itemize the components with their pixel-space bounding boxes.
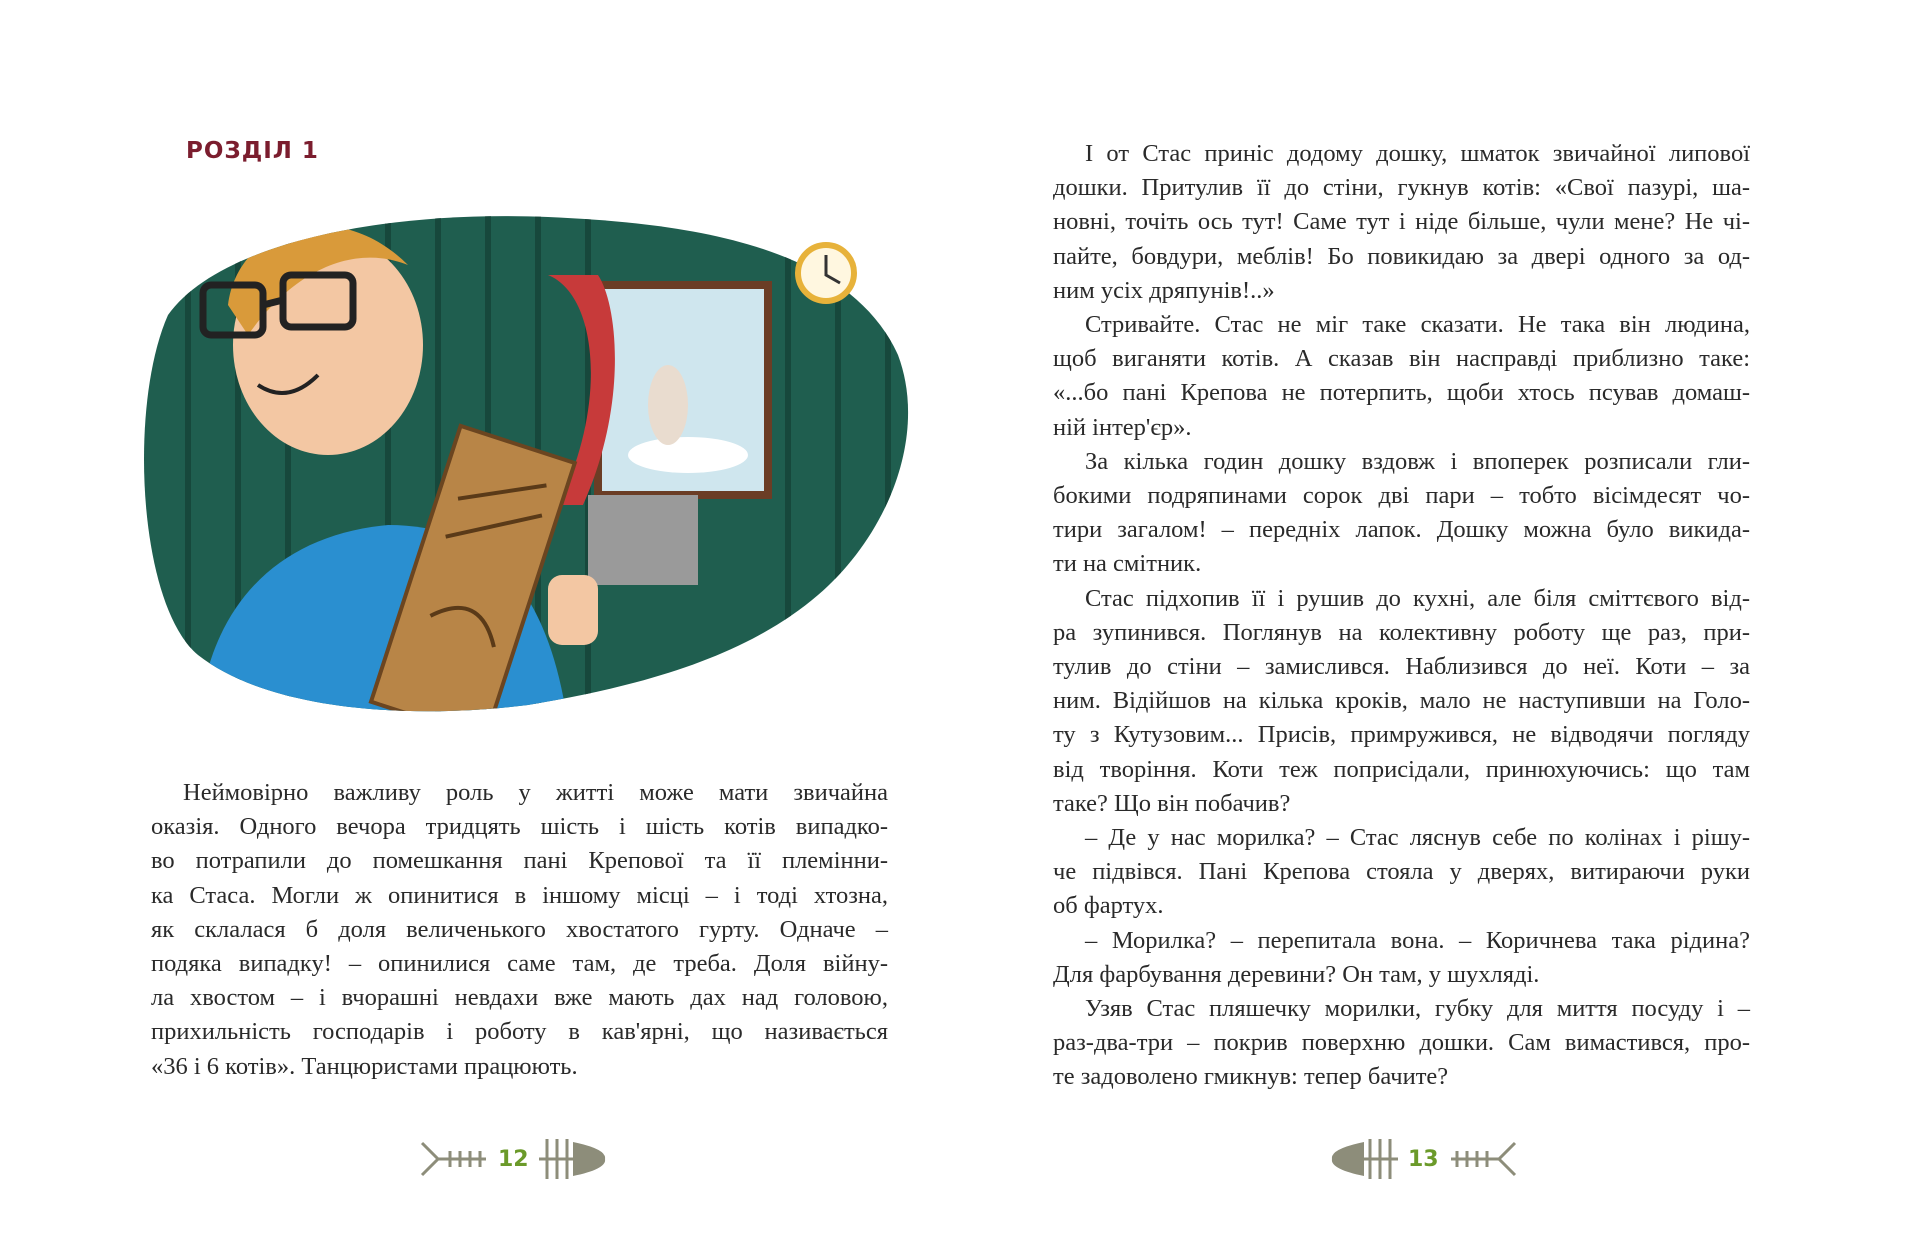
text-line: подяка випадку! – опинилися саме там, де треба. Доля війну- xyxy=(151,950,888,978)
text-line: Для фарбування деревини? Он там, у шухляді. xyxy=(1053,960,1540,988)
text-line: прихильність господарів і роботу в кав'ярні, що називається xyxy=(151,1018,888,1046)
text-line: Узяв Стас пляшечку морилки, губку для миття посуду і – xyxy=(1085,995,1750,1023)
text-line: ній інтер'єр». xyxy=(1053,413,1192,441)
text-line: пайте, бовдури, меблів! Бо повикидаю за двері одного за од- xyxy=(1053,242,1750,270)
fish-head-icon xyxy=(1330,1134,1400,1184)
text-line: об фартух. xyxy=(1053,892,1164,920)
hand xyxy=(548,575,598,645)
text-line: ра зупинився. Поглянув на колективну роботу ще раз, при- xyxy=(1053,618,1750,646)
page-number-text: 12 xyxy=(498,1146,529,1172)
text-line: Неймовірно важливу роль у житті може мати звичайна xyxy=(183,779,888,806)
text-line: оказія. Одного вечора тридцять шість і шість котів випадко- xyxy=(151,813,888,841)
text-line: дошки. Притулив її до стіни, гукнув котів: «Свої пазурі, ша- xyxy=(1053,174,1750,202)
fish-head-icon xyxy=(537,1134,607,1184)
text-line: раз-два-три – покрив поверхню дошки. Сам вимастився, про- xyxy=(1053,1029,1750,1057)
text-line: те задоволено гмикнув: тепер бачите? xyxy=(1053,1063,1449,1091)
text-line: таке? Що він побачив? xyxy=(1053,789,1291,817)
text-line: як склалася б доля величенького хвостатого гурту. Одначе – xyxy=(151,915,888,943)
text-line: Стривайте. Стас не міг таке сказати. Не така він людина, xyxy=(1085,311,1750,339)
text-line: щоб виганяти котів. А сказав він насправді приблизно таке: xyxy=(1053,345,1750,373)
chapter-heading: РОЗДІЛ 1 xyxy=(186,138,319,164)
text-line: новні, точіть ось тут! Саме тут і ніде більше, чули мене? Не чі- xyxy=(1053,208,1750,236)
illustration-man-with-board xyxy=(128,205,923,725)
text-line: ту з Кутузовим... Присів, примружився, не відводячи погляду xyxy=(1053,721,1750,749)
text-line: тири загалом! – передніх лапок. Дошку можна було викида- xyxy=(1053,516,1750,544)
text-line: Стас підхопив її і рушив до кухні, але біля сміттєвого від- xyxy=(1085,584,1750,612)
text-line: ла хвостом – і вчорашні невдахи вже мають дах над головою, xyxy=(151,984,888,1012)
radiator xyxy=(588,495,698,585)
text-line: ка Стаса. Могли ж опинитися в іншому місці – і тоді хтозна, xyxy=(151,881,888,909)
text-line: «...бо пані Крепова не потерпить, щоби хтось псував домаш- xyxy=(1053,379,1750,407)
text-line: ним. Відійшов на кілька кроків, мало не наступивши на Голо- xyxy=(1053,687,1750,715)
text-line: від творіння. Коти теж поприсідали, принюхуючись: що там xyxy=(1053,755,1750,783)
text-line: За кілька годин дошку вздовж і впоперек розписали гли- xyxy=(1085,447,1750,475)
page-number-right xyxy=(1330,1134,1517,1184)
cat-in-window xyxy=(648,365,688,445)
left-body-text xyxy=(151,776,888,1084)
text-line: – Морилка? – перепитала вона. – Коричнева така рідина? xyxy=(1085,926,1750,954)
text-line: че підвівся. Пані Крепова стояла у дверях, витираючи руки xyxy=(1053,858,1750,886)
text-line: «36 і 6 котів». Танцюристами працюють. xyxy=(151,1052,578,1080)
text-line: ти на смітник. xyxy=(1053,550,1202,578)
fish-tail-icon xyxy=(420,1139,490,1179)
page-number-text: 13 xyxy=(1408,1146,1439,1172)
text-line: бокими подряпинами сорок дві пари – тобто вісімдесят чо- xyxy=(1053,482,1750,510)
text-line: ним усіх дряпунів!..» xyxy=(1053,276,1275,304)
text-line: во потрапили до помешкання пані Крепової та її племінни- xyxy=(151,847,888,875)
fish-tail-icon xyxy=(1447,1139,1517,1179)
right-page xyxy=(960,0,1920,1254)
right-body-text xyxy=(1053,137,1750,1095)
text-line: І от Стас приніс додому дошку, шматок звичайної липової xyxy=(1085,140,1750,167)
text-line: тулив до стіни – замислився. Наблизився до неї. Коти – за xyxy=(1053,653,1750,681)
page-number-left xyxy=(420,1134,607,1184)
text-line: – Де у нас морилка? – Стас ляснув себе по колінах і рішу- xyxy=(1085,824,1750,852)
